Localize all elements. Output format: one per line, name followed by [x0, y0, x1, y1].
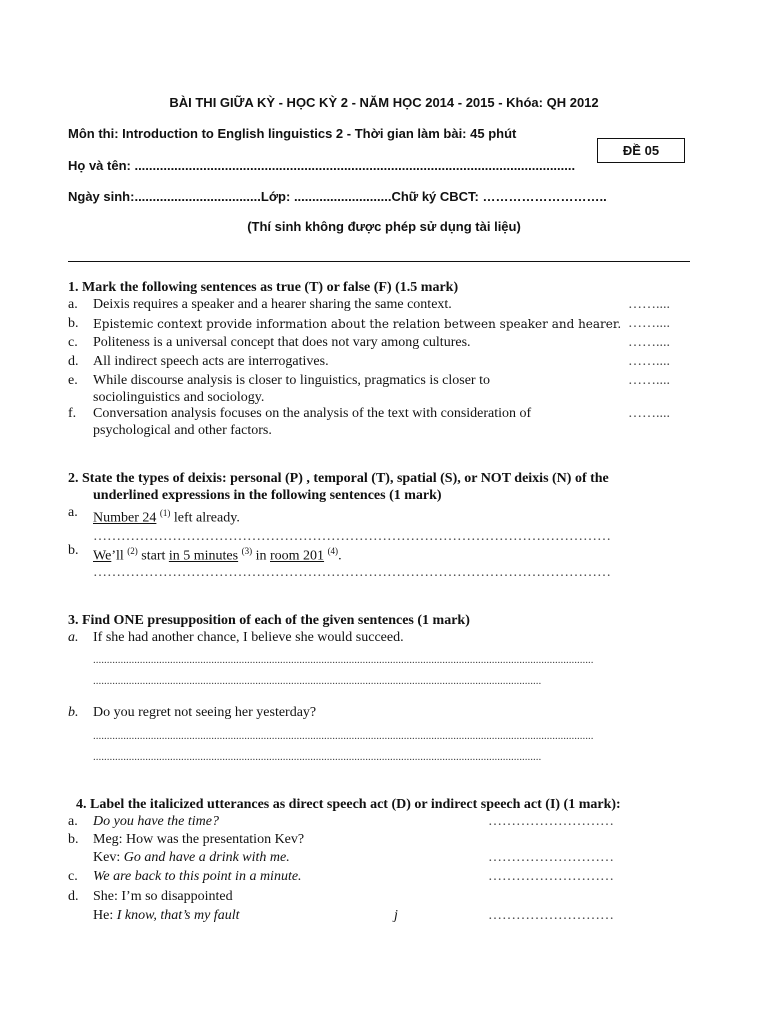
text: ’ll [111, 548, 128, 564]
q1-item-text: While discourse analysis is closer to linguistics, pragmatics is closer to [93, 373, 490, 388]
marker: (3) [241, 546, 253, 556]
q2-heading-cont: underlined expressions in the following sentences (1 mark) [93, 488, 442, 503]
q2-item-a-label: a. [68, 505, 78, 520]
q4-answer-b[interactable]: ……………………… [488, 850, 614, 865]
q1-item-label: e. [68, 373, 78, 388]
text: in [252, 548, 270, 564]
q1-answer-blank[interactable]: …….... [628, 316, 670, 331]
marker: (1) [159, 508, 171, 518]
q1-item-text: Conversation analysis focuses on the analysis of the text with consideration of [93, 406, 532, 421]
speaker: Kev: [93, 850, 124, 865]
q1-item-text: Politeness is a universal concept that does not vary among cultures. [93, 335, 471, 350]
q4-item-d-line1: She: I’m so disappointed [93, 889, 233, 904]
dob-field[interactable] [68, 189, 607, 205]
text: start [137, 548, 169, 564]
q1-answer-blank[interactable]: …….... [628, 354, 670, 369]
q1-answer-blank[interactable]: …….... [628, 297, 670, 312]
q4-item-b-line2 [93, 850, 290, 866]
q4-answer-c[interactable]: ……………………… [488, 869, 614, 884]
text: . [338, 548, 342, 564]
dob-label: Ngày sinh:................................... [68, 189, 261, 204]
q3-heading: 3. Find ONE presupposition of each of the given sentences (1 mark) [68, 613, 470, 628]
q1-answer-blank[interactable]: …….... [628, 406, 670, 421]
divider [68, 261, 690, 262]
utterance: Go and have a drink with me. [123, 850, 290, 865]
q2-heading: 2. State the types of deixis: personal (P) , temporal (T), spatial (S), or NOT deixis (N) of the [68, 471, 609, 486]
q2-answer-line-b[interactable]: ………………………………………………………………………………………………… [93, 565, 611, 580]
q4-item-d-line2 [93, 908, 239, 924]
q4-item-c: We are back to this point in a minute. [93, 869, 302, 884]
q3-item-b-label: b. [68, 705, 79, 720]
q1-answer-blank[interactable]: …….... [628, 335, 670, 350]
q2-item-a [93, 505, 240, 527]
q1-item-label: c. [68, 335, 78, 350]
q4-c-label: c. [68, 869, 78, 884]
q2-answer-line-a[interactable]: ………………………………………………………………………………………………… [93, 529, 611, 544]
q4-item-a: Do you have the time? [93, 814, 219, 829]
q2-item-b-label: b. [68, 543, 79, 558]
exam-code-box: ĐỀ 05 [597, 138, 685, 163]
marker: (2) [127, 546, 138, 556]
q1-item-text: psychological and other factors. [93, 423, 272, 438]
underlined-expression: in 5 minutes [168, 548, 239, 564]
marker: (4) [327, 546, 339, 556]
q1-answer-blank[interactable]: …….... [628, 373, 670, 388]
q3-answer-line-b2[interactable]: ................................................................................................................................................................... [93, 751, 542, 763]
q4-a-label: a. [68, 814, 78, 829]
q3-answer-line-b1[interactable]: ...................................................................................................................................................................................... [93, 730, 594, 742]
q1-item-text: sociolinguistics and sociology. [93, 390, 265, 405]
q3-answer-line-a1[interactable]: ...................................................................................................................................................................................... [93, 654, 594, 666]
signature-label: Chữ ký CBCT: ……………………….. [391, 189, 607, 204]
text: left already. [170, 510, 240, 526]
q1-item-text: Epistemic context provide information about the relation between speaker and hearer. [93, 317, 622, 331]
q1-item-text: Deixis requires a speaker and a hearer sharing the same context. [93, 297, 452, 312]
q3-answer-line-a2[interactable]: ................................................................................................................................................................... [93, 675, 542, 687]
q1-item-label: a. [68, 297, 78, 312]
q3-item-b: Do you regret not seeing her yesterday? [93, 705, 317, 720]
q4-b-label: b. [68, 832, 79, 847]
underlined-expression: Number 24 [93, 510, 157, 526]
q1-item-label: d. [68, 354, 79, 369]
utterance: I know, that’s my fault [116, 908, 240, 923]
q4-answer-a[interactable]: ……………………… [488, 814, 614, 829]
q4-heading: 4. Label the italicized utterances as direct speech act (D) or indirect speech act (I) (1 mark): [76, 797, 621, 812]
q4-item-b-line1: Meg: How was the presentation Kev? [93, 832, 305, 847]
q2-item-b [93, 543, 342, 565]
q3-item-a-label: a. [68, 630, 79, 645]
name-field[interactable]: Họ và tên: .......................................................................................................................... [68, 158, 576, 173]
subject-line: Môn thi: Introduction to English linguistics 2 - Thời gian làm bài: 45 phút [68, 126, 517, 141]
no-materials-note: (Thí sinh không được phép sử dụng tài liệu) [247, 219, 521, 234]
q1-item-label: b. [68, 316, 79, 331]
q1-heading: 1. Mark the following sentences as true (T) or false (F) (1.5 mark) [68, 280, 459, 295]
stray-mark: j [394, 908, 398, 923]
q4-d-label: d. [68, 889, 79, 904]
q1-item-text: All indirect speech acts are interrogatives. [93, 354, 329, 369]
class-label: Lớp: ........................... [260, 189, 392, 204]
underlined-expression: We [93, 548, 112, 564]
exam-title: BÀI THI GIỮA KỲ - HỌC KỲ 2 - NĂM HỌC 2014 - 2015 - Khóa: QH 2012 [169, 95, 599, 110]
speaker: He: [93, 908, 117, 923]
underlined-expression: room 201 [270, 548, 325, 564]
q4-answer-d[interactable]: ……………………… [488, 908, 614, 923]
q1-item-label: f. [68, 406, 77, 421]
q3-item-a: If she had another chance, I believe she would succeed. [93, 630, 404, 645]
